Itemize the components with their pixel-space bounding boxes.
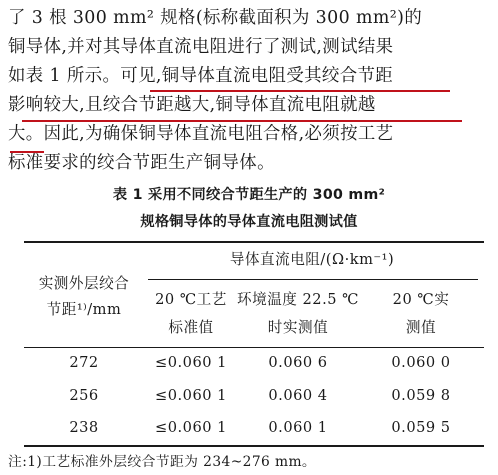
paragraph-line: 了 3 根 300 mm² 规格(标称截面积为 300 mm²)的 bbox=[8, 8, 423, 28]
table-bottom-rule bbox=[24, 445, 484, 447]
corrected-cell: 0.059 8 bbox=[391, 387, 451, 404]
paragraph-line: 标准要求的绞合节距生产铜导体。 bbox=[8, 153, 275, 173]
col3-header-line2: 测值 bbox=[405, 319, 437, 336]
standard-cell: ≤0.060 1 bbox=[155, 387, 227, 404]
table-header-rule bbox=[24, 347, 484, 348]
row-header-line1: 实测外层绞合 bbox=[38, 275, 130, 292]
paragraph-line: 影响较大,且绞合节距越大,铜导体直流电阻就越 bbox=[8, 95, 376, 115]
row-header-line2: 节距¹⁾/mm bbox=[46, 301, 122, 318]
col3-header-line1: 20 ℃实 bbox=[392, 291, 450, 308]
pitch-cell: 238 bbox=[69, 419, 99, 436]
table-footnote: 注:1)工艺标准外层绞合节距为 234~276 mm。 bbox=[8, 454, 317, 470]
corrected-cell: 0.059 5 bbox=[391, 419, 451, 436]
pitch-cell: 272 bbox=[69, 354, 99, 371]
group-header: 导体直流电阻/(Ω·km⁻¹) bbox=[229, 251, 395, 268]
ambient-cell: 0.060 4 bbox=[268, 387, 328, 404]
paragraph-line: 铜导体,并对其导体直流电阻进行了测试,测试结果 bbox=[8, 37, 394, 57]
table-caption-line1: 表 1 采用不同绞合节距生产的 300 mm² bbox=[112, 187, 386, 203]
col2-header-line1: 环境温度 22.5 ℃ bbox=[237, 291, 359, 308]
ambient-cell: 0.060 6 bbox=[268, 354, 328, 371]
paragraph-line: 大。因此,为确保铜导体直流电阻合格,必须按工艺 bbox=[8, 124, 394, 144]
col1-header-line1: 20 ℃工艺 bbox=[155, 291, 227, 308]
col1-header-line2: 标准值 bbox=[168, 319, 214, 336]
paragraph-line: 如表 1 所示。可见,铜导体直流电阻受其绞合节距 bbox=[8, 66, 394, 86]
group-header-rule bbox=[148, 279, 478, 280]
col2-header-line2: 时实测值 bbox=[267, 319, 329, 336]
standard-cell: ≤0.060 1 bbox=[155, 354, 227, 371]
underline-annotation bbox=[10, 151, 44, 153]
table-caption-line2: 规格铜导体的导体直流电阻测试值 bbox=[140, 214, 358, 230]
pitch-cell: 256 bbox=[69, 387, 99, 404]
underline-annotation bbox=[22, 120, 462, 122]
ambient-cell: 0.060 1 bbox=[268, 419, 328, 436]
corrected-cell: 0.060 0 bbox=[391, 354, 451, 371]
underline-annotation bbox=[150, 90, 450, 92]
standard-cell: ≤0.060 1 bbox=[155, 419, 227, 436]
table-top-rule bbox=[24, 241, 484, 243]
